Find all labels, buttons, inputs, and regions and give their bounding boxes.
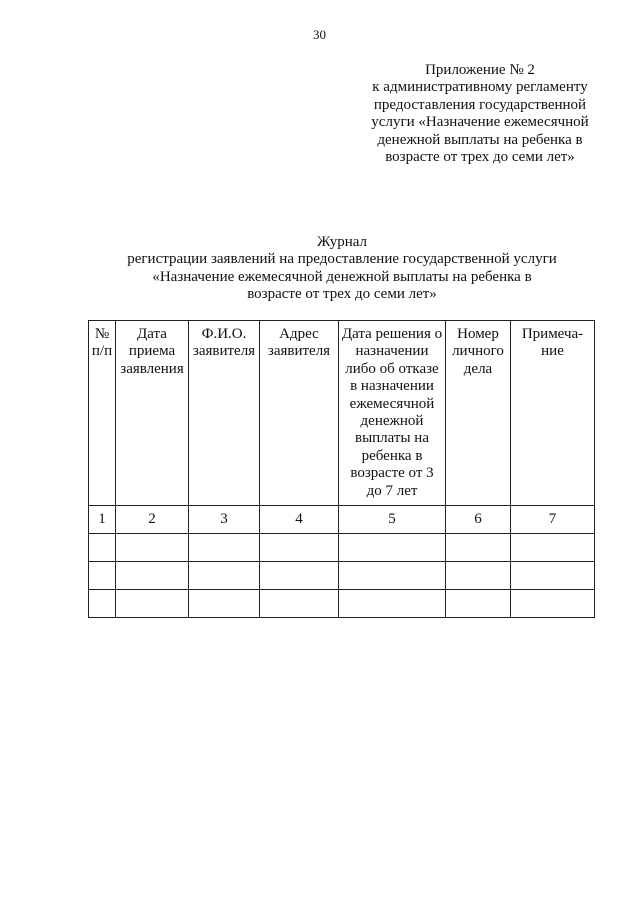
empty-cell [260,534,339,562]
empty-cell [89,590,116,618]
journal-heading: Журнал [316,234,367,250]
column-header [339,321,446,506]
column-number-cell: 2 [116,506,189,534]
journal-title [90,234,594,304]
column-header-line: денежной [360,413,424,430]
column-header-line: в назначении [350,378,434,395]
appendix-line: услуги «Назначение ежемесячной [371,114,589,131]
empty-cell [446,562,511,590]
column-number-cell: 6 [446,506,511,534]
empty-cell [89,534,116,562]
column-header-line: заявителя [267,343,331,360]
empty-cell [116,590,189,618]
table-row [89,562,595,590]
empty-cell [116,562,189,590]
column-header-line: до 7 лет [366,482,418,499]
column-number-cell: 4 [260,506,339,534]
column-header-line: приема [128,343,176,360]
empty-cell [89,562,116,590]
column-header-line: назначении [355,343,429,360]
journal-subtitle-line: регистрации заявлений на предоставление государственной услуги [127,251,557,268]
empty-cell [339,562,446,590]
column-header-line: № [94,326,110,342]
column-header-line: Ф.И.О. [201,326,247,342]
table-row [89,590,595,618]
empty-cell [339,590,446,618]
empty-cell [189,590,260,618]
column-header [89,321,116,506]
empty-cell [339,534,446,562]
column-header [446,321,511,506]
column-header-line: заявителя [192,343,256,360]
appendix-line: денежной выплаты на ребенка в [377,131,583,148]
column-header-line: ребенка в [361,447,423,464]
column-header-line: личного [452,343,504,360]
column-header-line: выплаты на [354,430,429,447]
column-header-line: п/п [91,343,113,360]
appendix-line: возрасте от трех до семи лет» [385,149,575,166]
table-header-row [89,321,595,506]
empty-cell [511,534,595,562]
column-number-cell: 7 [511,506,595,534]
empty-cell [446,534,511,562]
column-header-line: заявления [120,360,184,377]
column-header-line: Адрес [279,326,319,342]
empty-cell [511,562,595,590]
empty-cell [189,534,260,562]
appendix-line: Приложение № 2 [425,62,535,78]
column-header-line: ежемесячной [349,395,435,412]
column-number-cell: 1 [89,506,116,534]
column-header [189,321,260,506]
appendix-line: предоставления государственной [373,96,587,113]
registration-journal-table [88,320,595,618]
column-header-line: Дата решения о [341,326,443,342]
table-row [89,534,595,562]
journal-subtitle-line: возрасте от трех до семи лет» [247,286,437,303]
empty-cell [511,590,595,618]
column-header-line: ние [541,343,564,360]
appendix-line: к административному регламенту [372,79,588,96]
empty-cell [446,590,511,618]
empty-cell [189,562,260,590]
column-header-line: дела [463,360,493,377]
journal-subtitle-line: «Назначение ежемесячной денежной выплаты на ребенка в [152,268,532,285]
empty-cell [260,590,339,618]
column-header [511,321,595,506]
empty-cell [260,562,339,590]
column-header-line: Номер [457,326,499,342]
column-numbers-row [89,506,595,534]
column-header-line: Дата [137,326,167,342]
column-number-cell: 3 [189,506,260,534]
column-header [260,321,339,506]
column-header-line: Примеча- [521,326,584,342]
appendix-header [360,62,600,166]
empty-cell [116,534,189,562]
column-header-line: возрасте от 3 [350,465,434,482]
column-number-cell: 5 [339,506,446,534]
column-header-line: либо об отказе [345,360,439,377]
column-header [116,321,189,506]
page-number: 30 [313,27,326,42]
